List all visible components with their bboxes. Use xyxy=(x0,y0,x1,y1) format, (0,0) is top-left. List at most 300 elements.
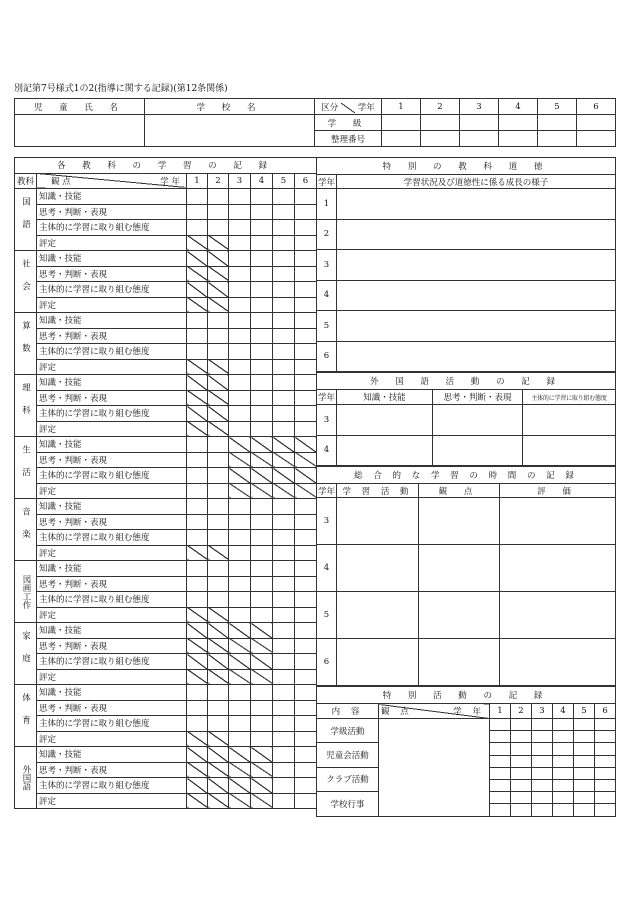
grade-entry-cell[interactable] xyxy=(273,700,295,716)
special-entry-cell[interactable] xyxy=(532,804,553,816)
not-applicable-cell xyxy=(229,793,251,809)
special-entry-cell[interactable] xyxy=(553,755,574,767)
special-entry-cell[interactable] xyxy=(553,731,574,743)
grade-entry-cell[interactable] xyxy=(251,390,273,406)
grade-entry-cell[interactable] xyxy=(295,747,317,763)
grade-entry-cell[interactable] xyxy=(295,189,317,205)
grade-entry-cell[interactable] xyxy=(208,328,229,344)
not-applicable-cell xyxy=(229,623,251,639)
grade-entry-cell[interactable] xyxy=(187,700,208,716)
special-entry-cell[interactable] xyxy=(511,779,532,791)
grade-entry-cell[interactable] xyxy=(187,576,208,592)
special-entry-cell[interactable] xyxy=(553,792,574,804)
grade-entry-cell[interactable] xyxy=(187,452,208,468)
grade-entry-cell[interactable] xyxy=(273,793,295,809)
not-applicable-cell xyxy=(251,638,273,654)
not-applicable-cell xyxy=(295,483,317,499)
special-entry-cell[interactable] xyxy=(511,792,532,804)
grade-entry-cell[interactable] xyxy=(187,530,208,546)
grade-entry-cell[interactable] xyxy=(208,204,229,220)
grade-entry-cell[interactable] xyxy=(273,251,295,267)
grade-entry-cell[interactable] xyxy=(295,235,317,251)
special-entry-cell[interactable] xyxy=(511,731,532,743)
grade-entry-cell[interactable] xyxy=(295,297,317,313)
grade-entry-cell[interactable] xyxy=(251,297,273,313)
grade-entry-cell[interactable] xyxy=(295,576,317,592)
grade-entry-cell[interactable] xyxy=(229,499,251,515)
special-entry-cell[interactable] xyxy=(490,755,511,767)
grade-entry-cell[interactable] xyxy=(295,344,317,360)
grade-entry-cell[interactable] xyxy=(251,607,273,623)
grade-entry-cell[interactable] xyxy=(273,731,295,747)
grade-entry-cell[interactable] xyxy=(187,468,208,484)
grade-entry-cell[interactable] xyxy=(295,561,317,577)
grade-entry-cell[interactable] xyxy=(251,499,273,515)
grade-entry-cell[interactable] xyxy=(187,483,208,499)
grade-entry-cell[interactable] xyxy=(187,328,208,344)
special-entry-cell[interactable] xyxy=(511,743,532,755)
grade-entry-cell[interactable] xyxy=(295,716,317,732)
integrated-viewpoint-col: 観 点 xyxy=(419,484,500,498)
not-applicable-cell xyxy=(187,235,208,251)
grade-entry-cell[interactable] xyxy=(295,778,317,794)
integrated-row xyxy=(317,639,616,686)
foreign-grade-col: 学年 xyxy=(317,390,337,405)
special-viewpoint-cell[interactable] xyxy=(379,719,490,817)
grade-entry-cell[interactable] xyxy=(229,545,251,561)
moral-grade: 2 xyxy=(317,219,337,250)
moral-entry-cell[interactable] xyxy=(337,219,616,250)
grade-entry-cell[interactable] xyxy=(229,204,251,220)
special-entry-cell[interactable] xyxy=(532,767,553,779)
grade-entry-cell[interactable] xyxy=(295,607,317,623)
grade-entry-cell[interactable] xyxy=(273,313,295,329)
special-entry-cell[interactable] xyxy=(511,755,532,767)
moral-entry-cell[interactable] xyxy=(337,189,616,220)
foreign-entry-cell[interactable] xyxy=(337,435,433,466)
special-entry-cell[interactable] xyxy=(574,767,595,779)
grade-entry-cell[interactable] xyxy=(229,235,251,251)
grade-entry-cell[interactable] xyxy=(187,313,208,329)
grade-entry-cell[interactable] xyxy=(187,220,208,236)
special-entry-cell[interactable] xyxy=(490,743,511,755)
moral-grade: 5 xyxy=(317,311,337,342)
grade-entry-cell[interactable] xyxy=(295,685,317,701)
special-grade-6: 6 xyxy=(595,704,616,719)
viewpoint-col-label: 観 点 xyxy=(51,176,71,187)
grade-entry-cell[interactable] xyxy=(273,654,295,670)
grade-entry-cell[interactable] xyxy=(208,530,229,546)
special-entry-cell[interactable] xyxy=(511,804,532,816)
special-entry-cell[interactable] xyxy=(490,779,511,791)
subject-row xyxy=(15,778,317,794)
not-applicable-cell xyxy=(187,778,208,794)
grade-entry-cell[interactable] xyxy=(208,499,229,515)
moral-content-col: 学習状況及び道徳性に係る成長の様子 xyxy=(337,175,616,189)
grade-entry-cell[interactable] xyxy=(187,344,208,360)
subject-row xyxy=(15,545,317,561)
special-entry-cell[interactable] xyxy=(553,779,574,791)
grade-entry-cell[interactable] xyxy=(187,514,208,530)
moral-grade-col: 学年 xyxy=(317,175,337,189)
special-entry-cell[interactable] xyxy=(532,731,553,743)
grade-entry-cell[interactable] xyxy=(295,251,317,267)
moral-entry-cell[interactable] xyxy=(337,280,616,311)
header-grade-2: 2 xyxy=(421,99,460,115)
integrated-eval-cell[interactable] xyxy=(500,639,616,686)
grade-entry-cell[interactable] xyxy=(251,266,273,282)
grade-entry-cell[interactable] xyxy=(273,545,295,561)
not-applicable-cell xyxy=(229,669,251,685)
grade-entry-cell[interactable] xyxy=(229,220,251,236)
grade-entry-cell[interactable] xyxy=(273,561,295,577)
special-entry-cell[interactable] xyxy=(574,719,595,731)
subject-row xyxy=(15,421,317,437)
special-entry-cell[interactable] xyxy=(595,804,616,816)
grade-entry-cell[interactable] xyxy=(251,375,273,391)
grade-entry-cell[interactable] xyxy=(273,359,295,375)
student-name-field[interactable] xyxy=(15,115,145,147)
grade-entry-cell[interactable] xyxy=(295,375,317,391)
grade-entry-cell[interactable] xyxy=(251,716,273,732)
grade-entry-cell[interactable] xyxy=(187,685,208,701)
grade-entry-cell[interactable] xyxy=(208,716,229,732)
subject-row xyxy=(15,700,317,716)
grade-entry-cell[interactable] xyxy=(273,344,295,360)
grade-entry-cell[interactable] xyxy=(273,685,295,701)
grade-entry-cell[interactable] xyxy=(273,669,295,685)
grade-entry-cell[interactable] xyxy=(251,344,273,360)
foreign-activity-title: 外 国 語 活 動 の 記 録 xyxy=(317,373,616,390)
grade-entry-cell[interactable] xyxy=(251,359,273,375)
grade-entry-cell[interactable] xyxy=(251,685,273,701)
grade-entry-cell[interactable] xyxy=(229,716,251,732)
grade-entry-cell[interactable] xyxy=(273,406,295,422)
grade-entry-cell[interactable] xyxy=(208,514,229,530)
grade-entry-cell[interactable] xyxy=(273,530,295,546)
grade-entry-cell[interactable] xyxy=(208,344,229,360)
special-entry-cell[interactable] xyxy=(532,755,553,767)
integrated-activity-cell[interactable] xyxy=(337,545,419,592)
grade-entry-cell[interactable] xyxy=(295,514,317,530)
grade-entry-cell[interactable] xyxy=(295,654,317,670)
grade-entry-cell[interactable] xyxy=(251,421,273,437)
grade-entry-cell[interactable] xyxy=(229,576,251,592)
integrated-body xyxy=(317,498,616,686)
grade-entry-cell[interactable] xyxy=(273,638,295,654)
grade-entry-cell[interactable] xyxy=(295,313,317,329)
grade-entry-cell[interactable] xyxy=(187,437,208,453)
grade-entry-cell[interactable] xyxy=(229,266,251,282)
grade-entry-cell[interactable] xyxy=(273,282,295,298)
grade-entry-cell[interactable] xyxy=(208,220,229,236)
grade-entry-cell[interactable] xyxy=(273,499,295,515)
grade-entry-cell[interactable] xyxy=(208,561,229,577)
grade-entry-cell[interactable] xyxy=(273,189,295,205)
grade-entry-cell[interactable] xyxy=(295,669,317,685)
grade-entry-cell[interactable] xyxy=(208,685,229,701)
grade-entry-cell[interactable] xyxy=(295,623,317,639)
grade-entry-cell[interactable] xyxy=(229,390,251,406)
special-entry-cell[interactable] xyxy=(490,767,511,779)
moral-grade: 6 xyxy=(317,341,337,372)
grade-entry-cell[interactable] xyxy=(295,328,317,344)
grade-entry-cell[interactable] xyxy=(273,607,295,623)
grade-entry-cell[interactable] xyxy=(187,561,208,577)
right-column xyxy=(316,157,615,817)
integrated-viewpoint-cell[interactable] xyxy=(419,545,500,592)
foreign-row xyxy=(317,435,616,466)
special-entry-cell[interactable] xyxy=(490,719,511,731)
special-entry-cell[interactable] xyxy=(574,779,595,791)
special-entry-cell[interactable] xyxy=(553,767,574,779)
grade-entry-cell[interactable] xyxy=(251,700,273,716)
grade-entry-cell[interactable] xyxy=(273,421,295,437)
grade-entry-cell[interactable] xyxy=(251,204,273,220)
grade-entry-cell[interactable] xyxy=(273,778,295,794)
special-entry-cell[interactable] xyxy=(595,792,616,804)
special-entry-cell[interactable] xyxy=(574,792,595,804)
grade-entry-cell[interactable] xyxy=(187,204,208,220)
grade-entry-cell[interactable] xyxy=(251,592,273,608)
grade-entry-cell[interactable] xyxy=(273,762,295,778)
grade-entry-cell[interactable] xyxy=(229,359,251,375)
grade-entry-cell[interactable] xyxy=(251,514,273,530)
grade-entry-cell[interactable] xyxy=(208,700,229,716)
special-entry-cell[interactable] xyxy=(595,755,616,767)
grade-entry-cell[interactable] xyxy=(251,576,273,592)
grade-entry-cell[interactable] xyxy=(187,716,208,732)
special-entry-cell[interactable] xyxy=(553,804,574,816)
not-applicable-cell xyxy=(208,406,229,422)
grade-entry-cell[interactable] xyxy=(208,452,229,468)
viewpoint-label: 主体的に学習に取り組む態度 xyxy=(37,344,187,360)
integrated-row xyxy=(317,498,616,545)
grade-entry-cell[interactable] xyxy=(229,561,251,577)
grade-entry-cell[interactable] xyxy=(229,189,251,205)
special-entry-cell[interactable] xyxy=(532,743,553,755)
special-entry-cell[interactable] xyxy=(553,719,574,731)
grade-entry-cell[interactable] xyxy=(251,220,273,236)
subject-name: 家庭 xyxy=(20,631,31,676)
subject-name: 国語 xyxy=(20,197,31,242)
grade-entry-cell[interactable] xyxy=(251,561,273,577)
subject-row xyxy=(15,561,317,577)
grade-entry-cell[interactable] xyxy=(229,297,251,313)
special-entry-cell[interactable] xyxy=(532,792,553,804)
grade-entry-cell[interactable] xyxy=(273,623,295,639)
grade-entry-cell[interactable] xyxy=(229,592,251,608)
integrated-activity-cell[interactable] xyxy=(337,592,419,639)
integrated-activity-cell[interactable] xyxy=(337,639,419,686)
special-entry-cell[interactable] xyxy=(532,719,553,731)
grade-entry-cell[interactable] xyxy=(251,189,273,205)
not-applicable-cell xyxy=(251,452,273,468)
grade-entry-cell[interactable] xyxy=(208,592,229,608)
foreign-entry-cell[interactable] xyxy=(337,405,433,436)
grade-entry-cell[interactable] xyxy=(187,189,208,205)
special-entry-cell[interactable] xyxy=(595,743,616,755)
grade-entry-cell[interactable] xyxy=(229,328,251,344)
grade-entry-cell[interactable] xyxy=(208,483,229,499)
grade-entry-cell[interactable] xyxy=(229,344,251,360)
special-entry-cell[interactable] xyxy=(595,779,616,791)
grade-entry-cell[interactable] xyxy=(229,685,251,701)
not-applicable-cell xyxy=(208,623,229,639)
not-applicable-cell xyxy=(208,545,229,561)
viewpoint-label: 知識・技能 xyxy=(37,251,187,267)
special-entry-cell[interactable] xyxy=(595,767,616,779)
grade-entry-cell[interactable] xyxy=(251,328,273,344)
not-applicable-cell xyxy=(251,747,273,763)
grade-entry-cell[interactable] xyxy=(273,328,295,344)
grade-entry-cell[interactable] xyxy=(295,204,317,220)
viewpoint-label: 知識・技能 xyxy=(37,313,187,329)
grade-entry-cell[interactable] xyxy=(208,313,229,329)
grade-entry-cell[interactable] xyxy=(229,282,251,298)
grade-entry-cell[interactable] xyxy=(187,592,208,608)
grade-entry-cell[interactable] xyxy=(229,251,251,267)
subject-row xyxy=(15,437,317,453)
school-name-field[interactable] xyxy=(145,115,315,147)
special-entry-cell[interactable] xyxy=(511,719,532,731)
subject-name: 社会 xyxy=(20,259,31,304)
special-entry-cell[interactable] xyxy=(574,804,595,816)
special-entry-cell[interactable] xyxy=(595,719,616,731)
grade-entry-cell[interactable] xyxy=(208,468,229,484)
moral-entry-cell[interactable] xyxy=(337,311,616,342)
header-grade-6: 6 xyxy=(577,99,616,115)
grade-entry-cell[interactable] xyxy=(229,700,251,716)
grade-entry-cell[interactable] xyxy=(251,731,273,747)
grade-entry-cell[interactable] xyxy=(295,638,317,654)
not-applicable-cell xyxy=(187,297,208,313)
foreign-entry-cell[interactable] xyxy=(523,435,616,466)
grade-entry-cell[interactable] xyxy=(229,421,251,437)
foreign-body xyxy=(317,405,616,466)
grade-entry-cell[interactable] xyxy=(273,747,295,763)
grade-entry-cell[interactable] xyxy=(208,189,229,205)
integrated-eval-cell[interactable] xyxy=(500,592,616,639)
grade-entry-cell[interactable] xyxy=(208,437,229,453)
grade-entry-cell[interactable] xyxy=(229,607,251,623)
grade-entry-cell[interactable] xyxy=(295,700,317,716)
grade-entry-cell[interactable] xyxy=(208,576,229,592)
grade-entry-cell[interactable] xyxy=(251,251,273,267)
integrated-viewpoint-cell[interactable] xyxy=(419,498,500,545)
grade-entry-cell[interactable] xyxy=(229,313,251,329)
grade-entry-cell[interactable] xyxy=(295,282,317,298)
special-entry-cell[interactable] xyxy=(574,755,595,767)
not-applicable-cell xyxy=(187,266,208,282)
grade-entry-cell[interactable] xyxy=(273,576,295,592)
special-entry-cell[interactable] xyxy=(511,767,532,779)
grade-entry-cell[interactable] xyxy=(295,266,317,282)
not-applicable-cell xyxy=(208,747,229,763)
not-applicable-cell xyxy=(208,607,229,623)
grade-entry-cell[interactable] xyxy=(295,731,317,747)
grade-entry-cell[interactable] xyxy=(295,592,317,608)
grade-entry-cell[interactable] xyxy=(251,282,273,298)
grade-entry-cell[interactable] xyxy=(295,793,317,809)
grade-entry-cell[interactable] xyxy=(229,731,251,747)
special-entry-cell[interactable] xyxy=(490,731,511,743)
grade-entry-cell[interactable] xyxy=(273,235,295,251)
grade-entry-cell[interactable] xyxy=(251,545,273,561)
grade-entry-cell[interactable] xyxy=(273,716,295,732)
grade-entry-cell[interactable] xyxy=(187,499,208,515)
integrated-eval-cell[interactable] xyxy=(500,498,616,545)
viewpoint-label: 評定 xyxy=(37,607,187,623)
not-applicable-cell xyxy=(273,483,295,499)
special-entry-cell[interactable] xyxy=(490,804,511,816)
special-entry-cell[interactable] xyxy=(574,743,595,755)
grade-entry-cell[interactable] xyxy=(295,390,317,406)
grade-entry-cell[interactable] xyxy=(273,204,295,220)
grade-entry-cell[interactable] xyxy=(251,235,273,251)
grade-entry-cell[interactable] xyxy=(229,406,251,422)
not-applicable-cell xyxy=(208,266,229,282)
grade-entry-cell[interactable] xyxy=(273,266,295,282)
special-entry-cell[interactable] xyxy=(574,731,595,743)
foreign-entry-cell[interactable] xyxy=(433,405,523,436)
not-applicable-cell xyxy=(208,654,229,670)
moral-entry-cell[interactable] xyxy=(337,250,616,281)
grade-entry-cell[interactable] xyxy=(273,592,295,608)
special-entry-cell[interactable] xyxy=(532,779,553,791)
grade-entry-cell[interactable] xyxy=(295,406,317,422)
special-entry-cell[interactable] xyxy=(490,792,511,804)
grade-entry-cell[interactable] xyxy=(295,359,317,375)
grade-entry-cell[interactable] xyxy=(295,499,317,515)
grade-entry-cell[interactable] xyxy=(273,297,295,313)
foreign-entry-cell[interactable] xyxy=(433,435,523,466)
integrated-eval-cell[interactable] xyxy=(500,545,616,592)
grade-entry-cell[interactable] xyxy=(273,220,295,236)
grade-entry-cell[interactable] xyxy=(295,530,317,546)
viewpoint-grade-header xyxy=(37,173,187,189)
grade-entry-cell[interactable] xyxy=(295,421,317,437)
subjects-grade-2: 2 xyxy=(208,173,229,189)
grade-entry-cell[interactable] xyxy=(295,220,317,236)
foreign-entry-cell[interactable] xyxy=(523,405,616,436)
not-applicable-cell xyxy=(251,654,273,670)
special-entry-cell[interactable] xyxy=(553,743,574,755)
grade-entry-cell[interactable] xyxy=(273,390,295,406)
moral-entry-cell[interactable] xyxy=(337,341,616,372)
header-grade-1: 1 xyxy=(382,99,421,115)
header-grade-5: 5 xyxy=(538,99,577,115)
not-applicable-cell xyxy=(208,793,229,809)
integrated-activity-cell[interactable] xyxy=(337,498,419,545)
grade-entry-cell[interactable] xyxy=(229,375,251,391)
special-entry-cell[interactable] xyxy=(595,731,616,743)
integrated-viewpoint-cell[interactable] xyxy=(419,592,500,639)
integrated-viewpoint-cell[interactable] xyxy=(419,639,500,686)
grade-entry-cell[interactable] xyxy=(273,375,295,391)
grade-entry-cell[interactable] xyxy=(295,762,317,778)
subject-row xyxy=(15,592,317,608)
special-activity-table xyxy=(316,686,616,817)
grade-entry-cell[interactable] xyxy=(229,530,251,546)
grade-entry-cell[interactable] xyxy=(251,406,273,422)
grade-entry-cell[interactable] xyxy=(251,530,273,546)
not-applicable-cell xyxy=(208,282,229,298)
grade-entry-cell[interactable] xyxy=(273,514,295,530)
grade-entry-cell[interactable] xyxy=(251,313,273,329)
grade-entry-cell[interactable] xyxy=(229,514,251,530)
grade-entry-cell[interactable] xyxy=(295,545,317,561)
